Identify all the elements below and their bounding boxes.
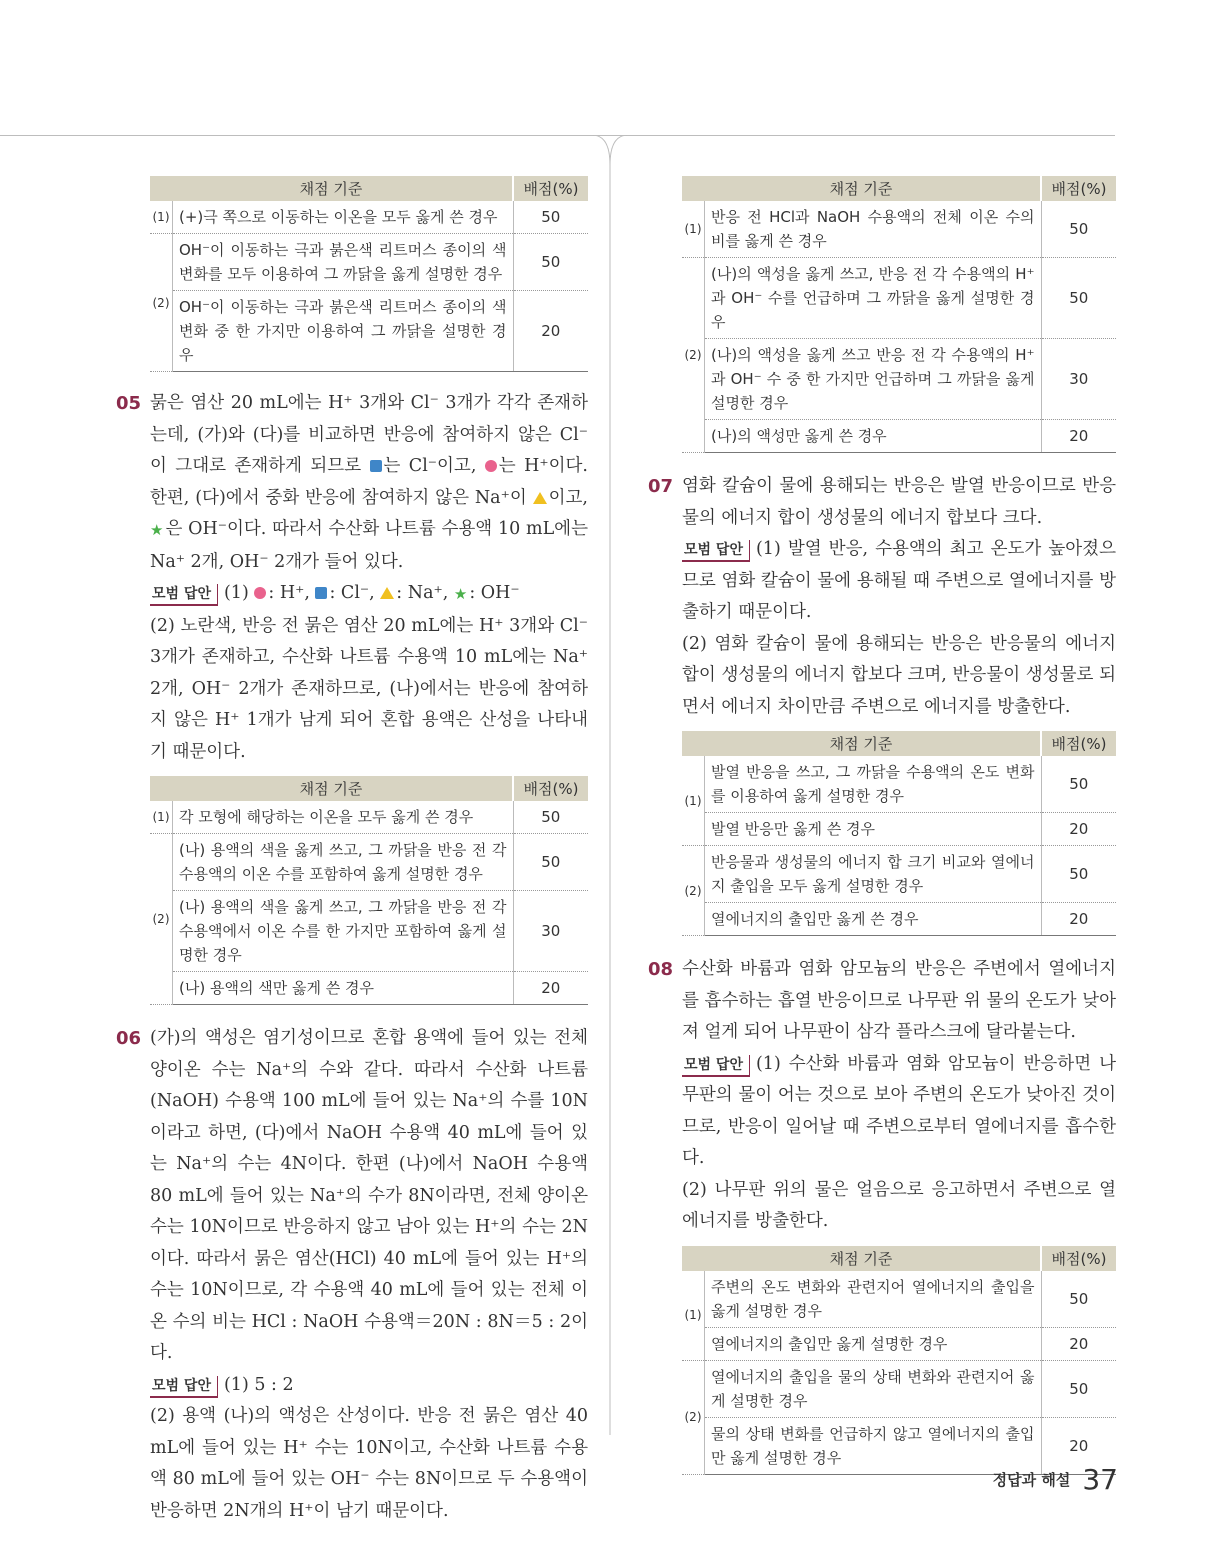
page-footer [993, 1463, 1118, 1496]
model-answer-label: 모범 답안 [150, 584, 218, 606]
answer-part-2: (2) 용액 (나)의 액성은 산성이다. 반응 전 묽은 염산 40 mL에 들어 있는 H⁺ 수는 10N이고, 수산화 나트륨 수용액 80 mL에 들어 있는 OH⁻ 수는 8N이므로 두 수용액이 반응하면 2N개의 H⁺이 남기 때문이다. [150, 1406, 588, 1521]
table-row: (2) (나) 용액의 색을 옳게 쓰고, 그 까닭을 반응 전 각 수용액의 이온 수를 포함하여 옳게 설명한 경우 50 [150, 834, 588, 891]
right-column [648, 176, 1116, 1475]
pink-circle-icon [254, 587, 266, 599]
table-row: (1) 각 모형에 해당하는 이온을 모두 옳게 쓴 경우 50 [150, 801, 588, 834]
question-08: 08 수산화 바륨과 염화 암모늄의 반응은 주변에서 열에너지를 흡수하는 흡열 반응이므로 나무판 위 물의 온도가 낮아져 얼게 되어 나무판이 삼각 플라스크에 달라붙는다. 모범 답안 (1) 수산화 바륨과 염화 암모늄이 반응하면 나무판의 물이 어는 것으로 보아 주변의 온도가 낮아진 것이므로, 반응이 일어날 때 주변으로부터 열에너지를 흡수한다. (2) 나무판 위의 물은 얼음으로 응고하면서 주변으로 열에너지를 방출한다. [682, 954, 1116, 1238]
table-row: (나)의 액성만 옳게 쓴 경우 20 [682, 420, 1116, 453]
answer-part-2: (2) 노란색, 반응 전 묽은 염산 20 mL에는 H⁺ 3개와 Cl⁻ 3개가 존재하고, 수산화 나트륨 수용액 10 mL에는 Na⁺ 2개, OH⁻ 2개가 존재하므로, (나)에서는 반응에 참여하지 않은 H⁺ 1개가 남게 되어 혼합 용액은 산성을 나타내기 때문이다. [150, 615, 588, 762]
scoring-table-06: 채점 기준 배점(%) (1) 반응 전 HCl과 NaOH 수용액의 전체 이온 수의 비를 옳게 쓴 경우 50 (2) (나)의 액성을 옳게 쓰고, 반응 전 각 수용액의 H⁺과 OH⁻ 수를 언급하며 그 까닭을 옳게 설명한 경우 50 (나)의 액성을 옳게 쓰고 반응 전 각 수용액의 H⁺과 OH⁻ 수 중 한 가지만 언급하며 그 까닭을 옳게 설명한 경우 30 (나)의 액성만 옳게 쓴 경우 20 [682, 176, 1116, 453]
page-fold-divider [592, 135, 628, 1435]
green-star-icon: ★ [453, 585, 468, 603]
yellow-triangle-icon [380, 587, 394, 599]
question-number: 07 [648, 476, 674, 497]
table-row: (1) 주변의 온도 변화와 관련지어 열에너지의 출입을 옳게 설명한 경우 50 [682, 1271, 1116, 1328]
model-answer: 모범 답안 (1) 5 : 2 [150, 1370, 588, 1402]
table-row: (2) OH⁻이 이동하는 극과 붉은색 리트머스 종이의 색 변화를 모두 이용하여 그 까닭을 옳게 설명한 경우 50 [150, 234, 588, 291]
table-row: (1) (+)극 쪽으로 이동하는 이온을 모두 옳게 쓴 경우 50 [150, 201, 588, 234]
question-number: 05 [116, 393, 142, 414]
table-row: (2) 열에너지의 출입을 물의 상태 변화와 관련지어 옳게 설명한 경우 50 [682, 1360, 1116, 1417]
scoring-table-04 [150, 176, 588, 372]
question-number: 06 [116, 1028, 142, 1049]
table-row: (2) (나)의 액성을 옳게 쓰고, 반응 전 각 수용액의 H⁺과 OH⁻ 수를 언급하며 그 까닭을 옳게 설명한 경우 50 [682, 258, 1116, 339]
top-divider [0, 135, 1115, 136]
table-row: 물의 상태 변화를 언급하지 않고 열에너지의 출입만 옳게 설명한 경우 20 [682, 1417, 1116, 1474]
model-answer-label: 모범 답안 [150, 1376, 218, 1398]
table-row: (나) 용액의 색을 옳게 쓰고, 그 까닭을 반응 전 각 수용액에서 이온 수를 한 가지만 포함하여 옳게 설명한 경우 30 [150, 891, 588, 972]
model-answer: 모범 답안 (1) : H⁺, : Cl⁻, : Na⁺, ★ : OH⁻ [150, 578, 588, 611]
blue-square-icon [370, 460, 382, 472]
model-answer: 모범 답안 (1) 발열 반응, 수용액의 최고 온도가 높아졌으므로 염화 칼슘이 물에 용해될 때 주변으로 열에너지를 방출하기 때문이다. [682, 539, 1116, 622]
green-star-icon: ★ [150, 521, 164, 539]
footer-label: 정답과 해설 [992, 1471, 1071, 1489]
table-row: 발열 반응만 옳게 쓴 경우 20 [682, 813, 1116, 846]
table-row: 열에너지의 출입만 옳게 쓴 경우 20 [682, 903, 1116, 936]
table-row: 열에너지의 출입만 옳게 설명한 경우 20 [682, 1327, 1116, 1360]
model-answer-label: 모범 답안 [682, 540, 750, 562]
table-header-criteria: 채점 기준 [150, 176, 513, 201]
answer-part-2: (2) 나무판 위의 물은 얼음으로 응고하면서 주변으로 열에너지를 방출한다. [682, 1179, 1116, 1231]
scoring-table-05: 채점 기준 배점(%) (1) 각 모형에 해당하는 이온을 모두 옳게 쓴 경우 50 (2) (나) 용액의 색을 옳게 쓰고, 그 까닭을 반응 전 각 수용액의 이온 수를 포함하여 옳게 설명한 경우 50 (나) 용액의 색을 옳게 쓰고, 그 까닭을 반응 전 각 수용액에서 이온 수를 한 가지만 포함하여 옳게 설명한 경우 30 (나) 용액의 색만 옳게 쓴 경우 20 [150, 776, 588, 1005]
model-answer: 모범 답안 (1) 수산화 바륨과 염화 암모늄이 반응하면 나무판의 물이 어는 것으로 보아 주변의 온도가 낮아진 것이므로, 반응이 일어날 때 주변으로부터 열에너지를 흡수한다. [682, 1053, 1116, 1168]
left-column [116, 176, 588, 1527]
table-row: (나)의 액성을 옳게 쓰고 반응 전 각 수용액의 H⁺과 OH⁻ 수 중 한 가지만 언급하며 그 까닭을 옳게 설명한 경우 30 [682, 339, 1116, 420]
answer-part-2: (2) 염화 칼슘이 물에 용해되는 반응은 반응물의 에너지 합이 생성물의 에너지 합보다 크며, 반응물이 생성물로 되면서 에너지 차이만큼 주변으로 에너지를 방출한다. [682, 633, 1116, 717]
question-06: 06 (가)의 액성은 염기성이므로 혼합 용액에 들어 있는 전체 양이온 수는 Na⁺의 수와 같다. 따라서 수산화 나트륨(NaOH) 수용액 100 mL에 들어 있는 Na⁺의 수를 10N이라고 하면, (다)에서 NaOH 수용액 40 mL에 들어 있는 Na⁺의 수는 4N이다. 한편 (나)에서 NaOH 수용액 80 mL에 들어 있는 Na⁺의 수가 8N이라면, 전체 양이온 수는 10N이므로 반응하지 않고 남아 있는 H⁺의 수는 2N이다. 따라서 묽은 염산(HCl) 40 mL에 들어 있는 H⁺의 수는 10N이므로, 각 수용액 40 mL에 들어 있는 전체 이온 수의 비는 HCl : NaOH 수용액＝20N : 8N＝5 : 2이다. 모범 답안 (1) 5 : 2 (2) 용액 (나)의 액성은 산성이다. 반응 전 묽은 염산 40 mL에 들어 있는 H⁺ 수는 10N이고, 수산화 나트륨 수용액 80 mL에 들어 있는 OH⁻ 수는 8N이므로 두 수용액이 반응하면 2N개의 H⁺이 남기 때문이다. [150, 1023, 588, 1527]
question-05: 05 묽은 염산 20 mL에는 H⁺ 3개와 Cl⁻ 3개가 각각 존재하는데, (가)와 (다)를 비교하면 반응에 참여하지 않은 Cl⁻이 그대로 존재하게 되므로 는 Cl⁻이고, 는 H⁺이다. 한편, (다)에서 중화 반응에 참여하지 않은 Na⁺이 이고, ★ 은 OH⁻이다. 따라서 수산화 나트륨 수용액 10 mL에는 Na⁺ 2개, OH⁻ 2개가 들어 있다. 모범 답안 (1) : H⁺, : Cl⁻, : Na⁺, ★ : OH⁻ (2) 노란색, 반응 전 묽은 염산 20 mL에는 H⁺ 3개와 Cl⁻ 3개가 존재하고, 수산화 나트륨 수용액 10 mL에는 Na⁺ 2개, OH⁻ 2개가 존재하므로, (나)에서는 반응에 참여하지 않은 H⁺ 1개가 남게 되어 혼합 용액은 산성을 나타내기 때문이다. [150, 388, 588, 768]
page-number: 37 [1082, 1463, 1118, 1496]
table-row: (나) 용액의 색만 옳게 쓴 경우 20 [150, 972, 588, 1005]
table-row: (1) 발열 반응을 쓰고, 그 까닭을 수용액의 온도 변화를 이용하여 옳게 설명한 경우 50 [682, 756, 1116, 813]
pink-circle-icon [485, 460, 497, 472]
table-row: OH⁻이 이동하는 극과 붉은색 리트머스 종이의 색 변화 중 한 가지만 이용하여 그 까닭을 설명한 경우 20 [150, 291, 588, 372]
scoring-table-07: 채점 기준 배점(%) (1) 발열 반응을 쓰고, 그 까닭을 수용액의 온도 변화를 이용하여 옳게 설명한 경우 50 발열 반응만 옳게 쓴 경우 20 (2) 반응물과 생성물의 에너지 합 크기 비교와 열에너지 출입을 모두 옳게 설명한 경우 50 열에너지의 출입만 옳게 쓴 경우 20 [682, 731, 1116, 936]
question-07: 07 염화 칼슘이 물에 용해되는 반응은 발열 반응이므로 반응물의 에너지 합이 생성물의 에너지 합보다 크다. 모범 답안 (1) 발열 반응, 수용액의 최고 온도가 높아졌으므로 염화 칼슘이 물에 용해될 때 주변으로 열에너지를 방출하기 때문이다. (2) 염화 칼슘이 물에 용해되는 반응은 반응물의 에너지 합이 생성물의 에너지 합보다 크며, 반응물이 생성물로 되면서 에너지 차이만큼 주변으로 에너지를 방출한다. [682, 471, 1116, 723]
table-row: (2) 반응물과 생성물의 에너지 합 크기 비교와 열에너지 출입을 모두 옳게 설명한 경우 50 [682, 846, 1116, 903]
blue-square-icon [315, 587, 327, 599]
model-answer-label: 모범 답안 [682, 1055, 750, 1077]
table-row: (1) 반응 전 HCl과 NaOH 수용액의 전체 이온 수의 비를 옳게 쓴 경우 50 [682, 201, 1116, 258]
yellow-triangle-icon [533, 492, 547, 504]
table-header-score: 배점(%) [513, 176, 588, 201]
question-number: 08 [648, 959, 674, 980]
scoring-table-08: 채점 기준 배점(%) (1) 주변의 온도 변화와 관련지어 열에너지의 출입을 옳게 설명한 경우 50 열에너지의 출입만 옳게 설명한 경우 20 (2) 열에너지의 출입을 물의 상태 변화와 관련지어 옳게 설명한 경우 50 물의 상태 변화를 언급하지 않고 열에너지의 출입만 옳게 설명한 경우 20 [682, 1246, 1116, 1475]
